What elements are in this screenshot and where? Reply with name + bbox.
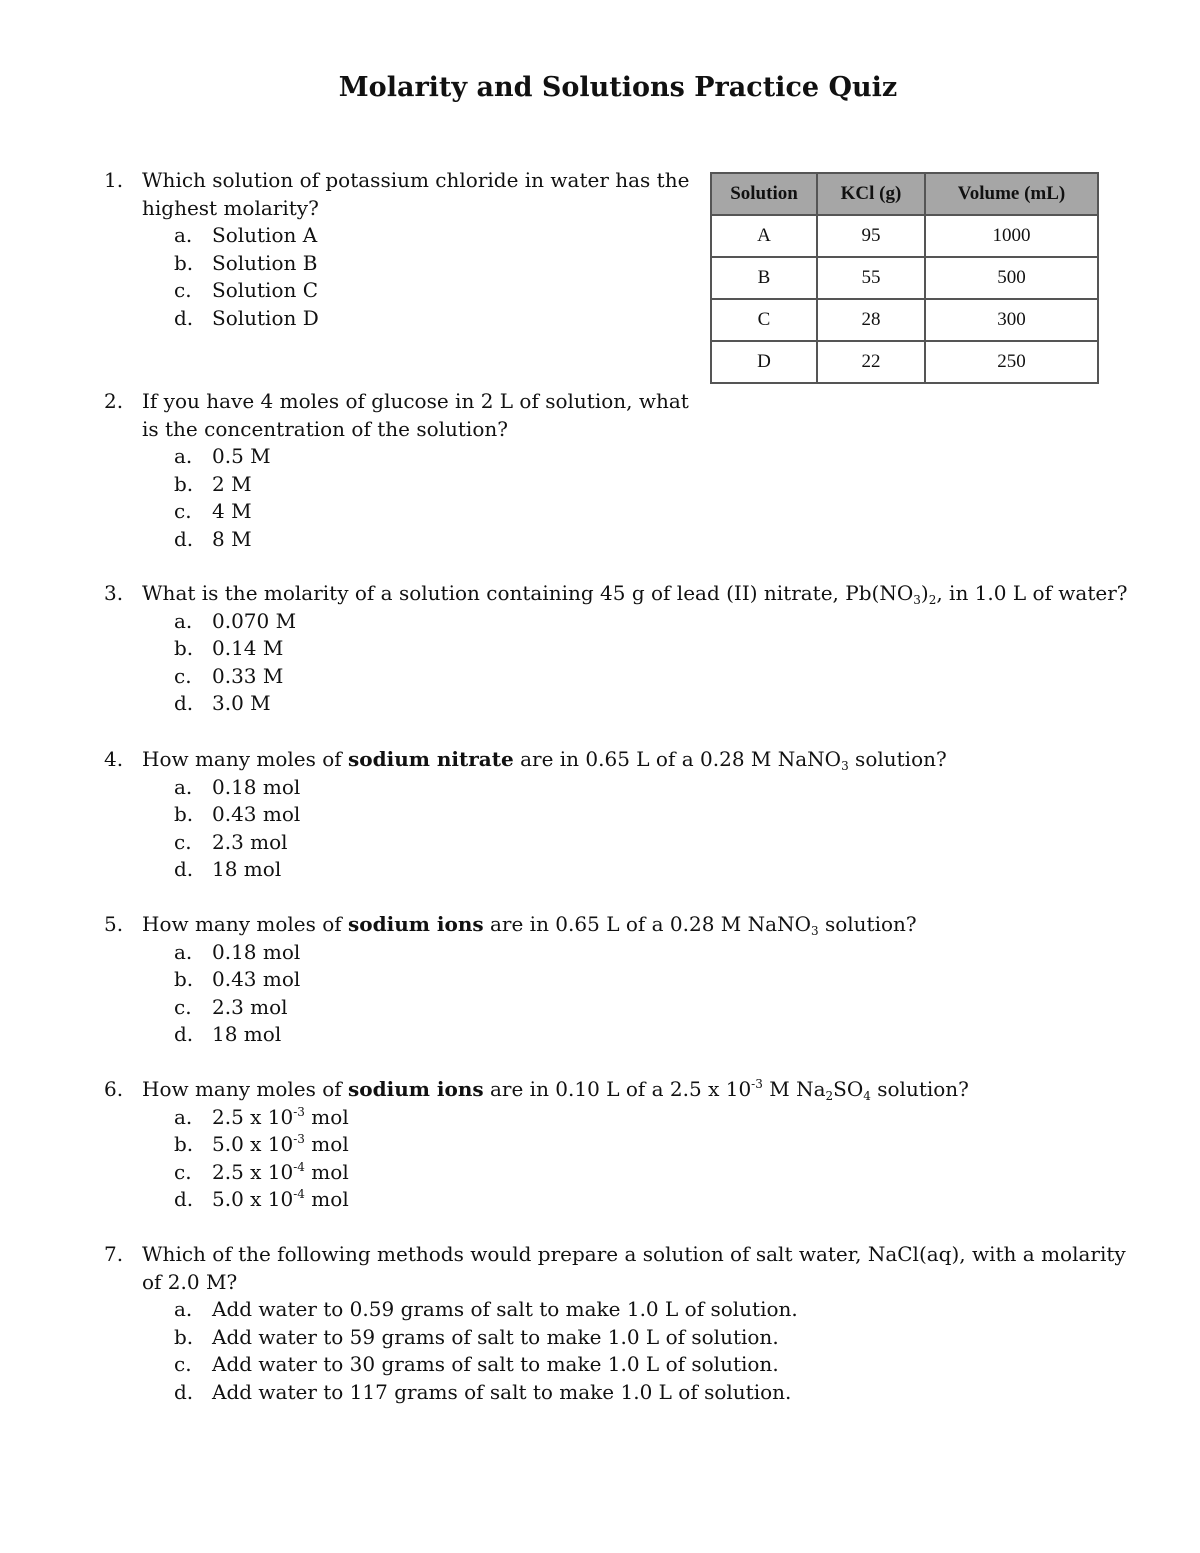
- option-text: 0.5 M: [212, 444, 271, 468]
- option-d: [104, 856, 1144, 884]
- table-cell: C: [711, 299, 817, 341]
- option-text: 2.5 x $10^{-3}$ mol: [212, 1104, 349, 1129]
- option-text: 4 M: [212, 499, 252, 523]
- question-number: 3.: [104, 581, 124, 605]
- option-text: 2.3 mol: [212, 829, 288, 854]
- question-text: Which of the following methods would prepare a solution of salt water, NaCl(aq), with a molarity of 2.0 M?: [142, 1242, 1126, 1294]
- option-a: [104, 222, 694, 250]
- option-b: [104, 1131, 1144, 1159]
- option-d: [104, 1021, 1144, 1049]
- option-b: [104, 801, 1144, 829]
- table-cell: 250: [925, 341, 1098, 383]
- question-text: How many moles of sodium ions are in 0.10 L of a 2.5 x $10^{-3}$ M $Na_2SO_4$ solution?: [142, 1077, 969, 1103]
- table-row: [711, 215, 1098, 257]
- option-letter: c.: [174, 663, 192, 688]
- kcl-table: [710, 172, 1099, 384]
- option-a: [104, 939, 1144, 967]
- option-a: [104, 608, 1144, 636]
- option-c: [104, 498, 694, 526]
- option-letter: a.: [174, 1104, 193, 1129]
- option-letter: c.: [174, 499, 192, 523]
- table-row: [711, 299, 1098, 341]
- option-d: [104, 690, 1144, 718]
- option-text: 0.43 mol: [212, 967, 301, 991]
- option-text: Solution B: [212, 250, 318, 275]
- option-text: 2.3 mol: [212, 994, 288, 1019]
- option-letter: a.: [174, 1297, 193, 1321]
- option-letter: d.: [174, 857, 194, 881]
- question-number: 5.: [104, 912, 124, 936]
- table-cell: 1000: [925, 215, 1098, 257]
- question-3: [104, 580, 1144, 718]
- question-6: [104, 1076, 1144, 1214]
- option-letter: d.: [174, 526, 194, 551]
- table-row: [711, 341, 1098, 383]
- option-d: [104, 526, 694, 554]
- option-b: [104, 1324, 1144, 1352]
- option-letter: d.: [174, 691, 194, 715]
- question-text: Which solution of potassium chloride in water has the highest molarity?: [142, 168, 690, 220]
- table-row: [711, 257, 1098, 299]
- question-text: If you have 4 moles of glucose in 2 L of solution, what is the concentration of the solution?: [142, 389, 689, 441]
- option-letter: a.: [174, 223, 193, 247]
- option-text: 5.0 x $10^{-3}$ mol: [212, 1132, 349, 1156]
- question-number: 4.: [104, 747, 124, 771]
- option-text: 8 M: [212, 526, 252, 551]
- option-letter: c.: [174, 278, 192, 302]
- option-letter: c.: [174, 994, 192, 1019]
- question-text: What is the molarity of a solution containing 45 g of lead (II) nitrate, $Pb(NO_3)_2$, in 1.0 L of water?: [142, 581, 1128, 607]
- option-text: Solution D: [212, 305, 319, 330]
- option-c: [104, 829, 1144, 857]
- option-c: [104, 1351, 1144, 1379]
- question-4: [104, 746, 1144, 884]
- option-letter: c.: [174, 829, 192, 854]
- option-b: [104, 966, 1144, 994]
- option-a: [104, 774, 1144, 802]
- option-a: [104, 1104, 1144, 1132]
- option-letter: b.: [174, 967, 194, 991]
- question-2: [104, 388, 694, 553]
- table-header: Volume (mL): [925, 173, 1098, 215]
- option-letter: b.: [174, 250, 194, 275]
- option-d: [104, 305, 694, 333]
- question-text: How many moles of sodium nitrate are in 0.65 L of a 0.28 M NaNO$_3$ solution?: [142, 747, 947, 773]
- table-cell: A: [711, 215, 817, 257]
- table-header: KCl (g): [817, 173, 925, 215]
- option-text: 3.0 M: [212, 691, 271, 715]
- table-cell: D: [711, 341, 817, 383]
- table-header-row: [711, 173, 1098, 215]
- page-title: Molarity and Solutions Practice Quiz: [338, 72, 898, 103]
- table-cell: B: [711, 257, 817, 299]
- question-1: [104, 167, 694, 332]
- option-text: 5.0 x $10^{-4}$ mol: [212, 1187, 349, 1211]
- option-text: 0.14 M: [212, 636, 284, 660]
- option-letter: b.: [174, 802, 194, 826]
- option-b: [104, 635, 1144, 663]
- question-number: 7.: [104, 1242, 124, 1266]
- table-cell: 55: [817, 257, 925, 299]
- option-c: [104, 277, 694, 305]
- option-text: 0.18 mol: [212, 774, 301, 799]
- option-letter: d.: [174, 1187, 194, 1211]
- question-number: 1.: [104, 168, 124, 192]
- option-letter: b.: [174, 1324, 194, 1349]
- option-text: Add water to 0.59 grams of salt to make 1.0 L of solution.: [212, 1297, 798, 1321]
- option-letter: d.: [174, 1022, 194, 1046]
- option-text: 0.33 M: [212, 663, 284, 688]
- option-text: Solution A: [212, 223, 318, 247]
- option-letter: b.: [174, 1132, 194, 1156]
- option-text: Add water to 59 grams of salt to make 1.0 L of solution.: [212, 1324, 779, 1349]
- option-b: [104, 471, 694, 499]
- question-number: 2.: [104, 389, 124, 413]
- option-text: Add water to 117 grams of salt to make 1.0 L of solution.: [212, 1379, 792, 1404]
- question-number: 6.: [104, 1077, 124, 1101]
- option-letter: c.: [174, 1159, 192, 1184]
- option-letter: b.: [174, 471, 194, 496]
- option-a: [104, 1296, 1144, 1324]
- table-cell: 300: [925, 299, 1098, 341]
- option-text: 18 mol: [212, 857, 282, 881]
- question-5: [104, 911, 1144, 1049]
- option-text: 2 M: [212, 471, 252, 496]
- option-text: 0.070 M: [212, 608, 297, 633]
- option-d: [104, 1379, 1144, 1407]
- option-letter: b.: [174, 636, 194, 660]
- option-b: [104, 250, 694, 278]
- option-letter: a.: [174, 444, 193, 468]
- table-cell: 500: [925, 257, 1098, 299]
- option-text: 0.18 mol: [212, 939, 301, 964]
- option-text: Solution C: [212, 278, 319, 302]
- option-text: 0.43 mol: [212, 802, 301, 826]
- option-text: 2.5 x $10^{-4}$ mol: [212, 1159, 349, 1184]
- table-cell: 22: [817, 341, 925, 383]
- option-letter: a.: [174, 939, 193, 964]
- option-letter: a.: [174, 774, 193, 799]
- option-letter: d.: [174, 305, 194, 330]
- table-cell: 28: [817, 299, 925, 341]
- option-d: [104, 1186, 1144, 1214]
- option-letter: a.: [174, 608, 193, 633]
- option-text: 18 mol: [212, 1022, 282, 1046]
- option-c: [104, 1159, 1144, 1187]
- option-letter: c.: [174, 1352, 192, 1376]
- option-c: [104, 663, 1144, 691]
- option-letter: d.: [174, 1379, 194, 1404]
- table-cell: 95: [817, 215, 925, 257]
- option-text: Add water to 30 grams of salt to make 1.0 L of solution.: [212, 1352, 779, 1376]
- question-7: [104, 1241, 1144, 1406]
- option-a: [104, 443, 694, 471]
- option-c: [104, 994, 1144, 1022]
- table-header: Solution: [711, 173, 817, 215]
- question-text: How many moles of sodium ions are in 0.65 L of a 0.28 M NaNO$_3$ solution?: [142, 912, 917, 938]
